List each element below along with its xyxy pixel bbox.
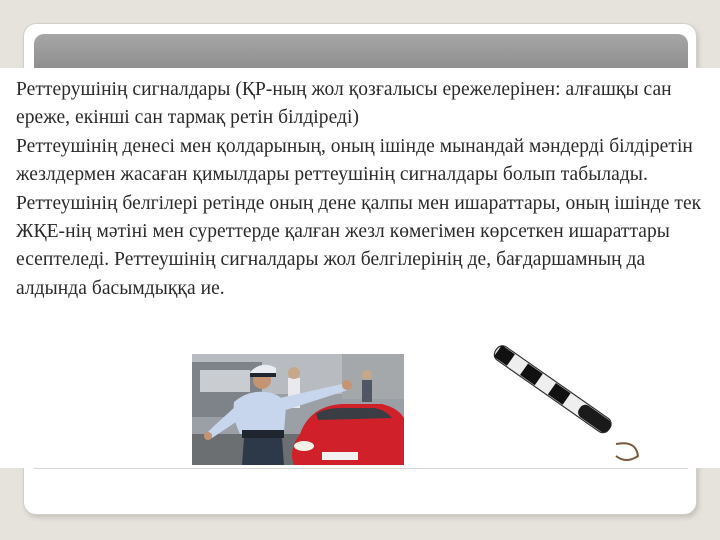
- police-baton-photo: [476, 340, 646, 466]
- paragraph-2: Реттеушінің денесі мен қолдарының, оның ішінде мынандай мәндерді білдіретін жезлдермен жасаған қимылдары реттеушінің сигналдары болып табылады.: [16, 135, 693, 186]
- paragraph-3: Реттеушінің белгілері ретінде оның дене қалпы мен ишараттары, оның ішінде тек ЖҚЕ-нің мәтіні мен суреттерде қалған жезл көмегімен көрсеткен ишараттары есептеледі. Реттеушінің сигналдары жол белгілерінің де, бағдаршамның да алдында басымдыққа ие.: [16, 192, 702, 299]
- paragraph-1: Реттерушінің сигналдары (ҚР-ның жол қозғалысы ережелерінен: алғашқы сан ереже, екінші сан тармақ ретін білдіреді): [16, 79, 672, 129]
- divider: [34, 468, 688, 469]
- traffic-officer-photo: [192, 354, 404, 465]
- slide-title-bar: [34, 34, 688, 68]
- slide-body: [16, 76, 706, 303]
